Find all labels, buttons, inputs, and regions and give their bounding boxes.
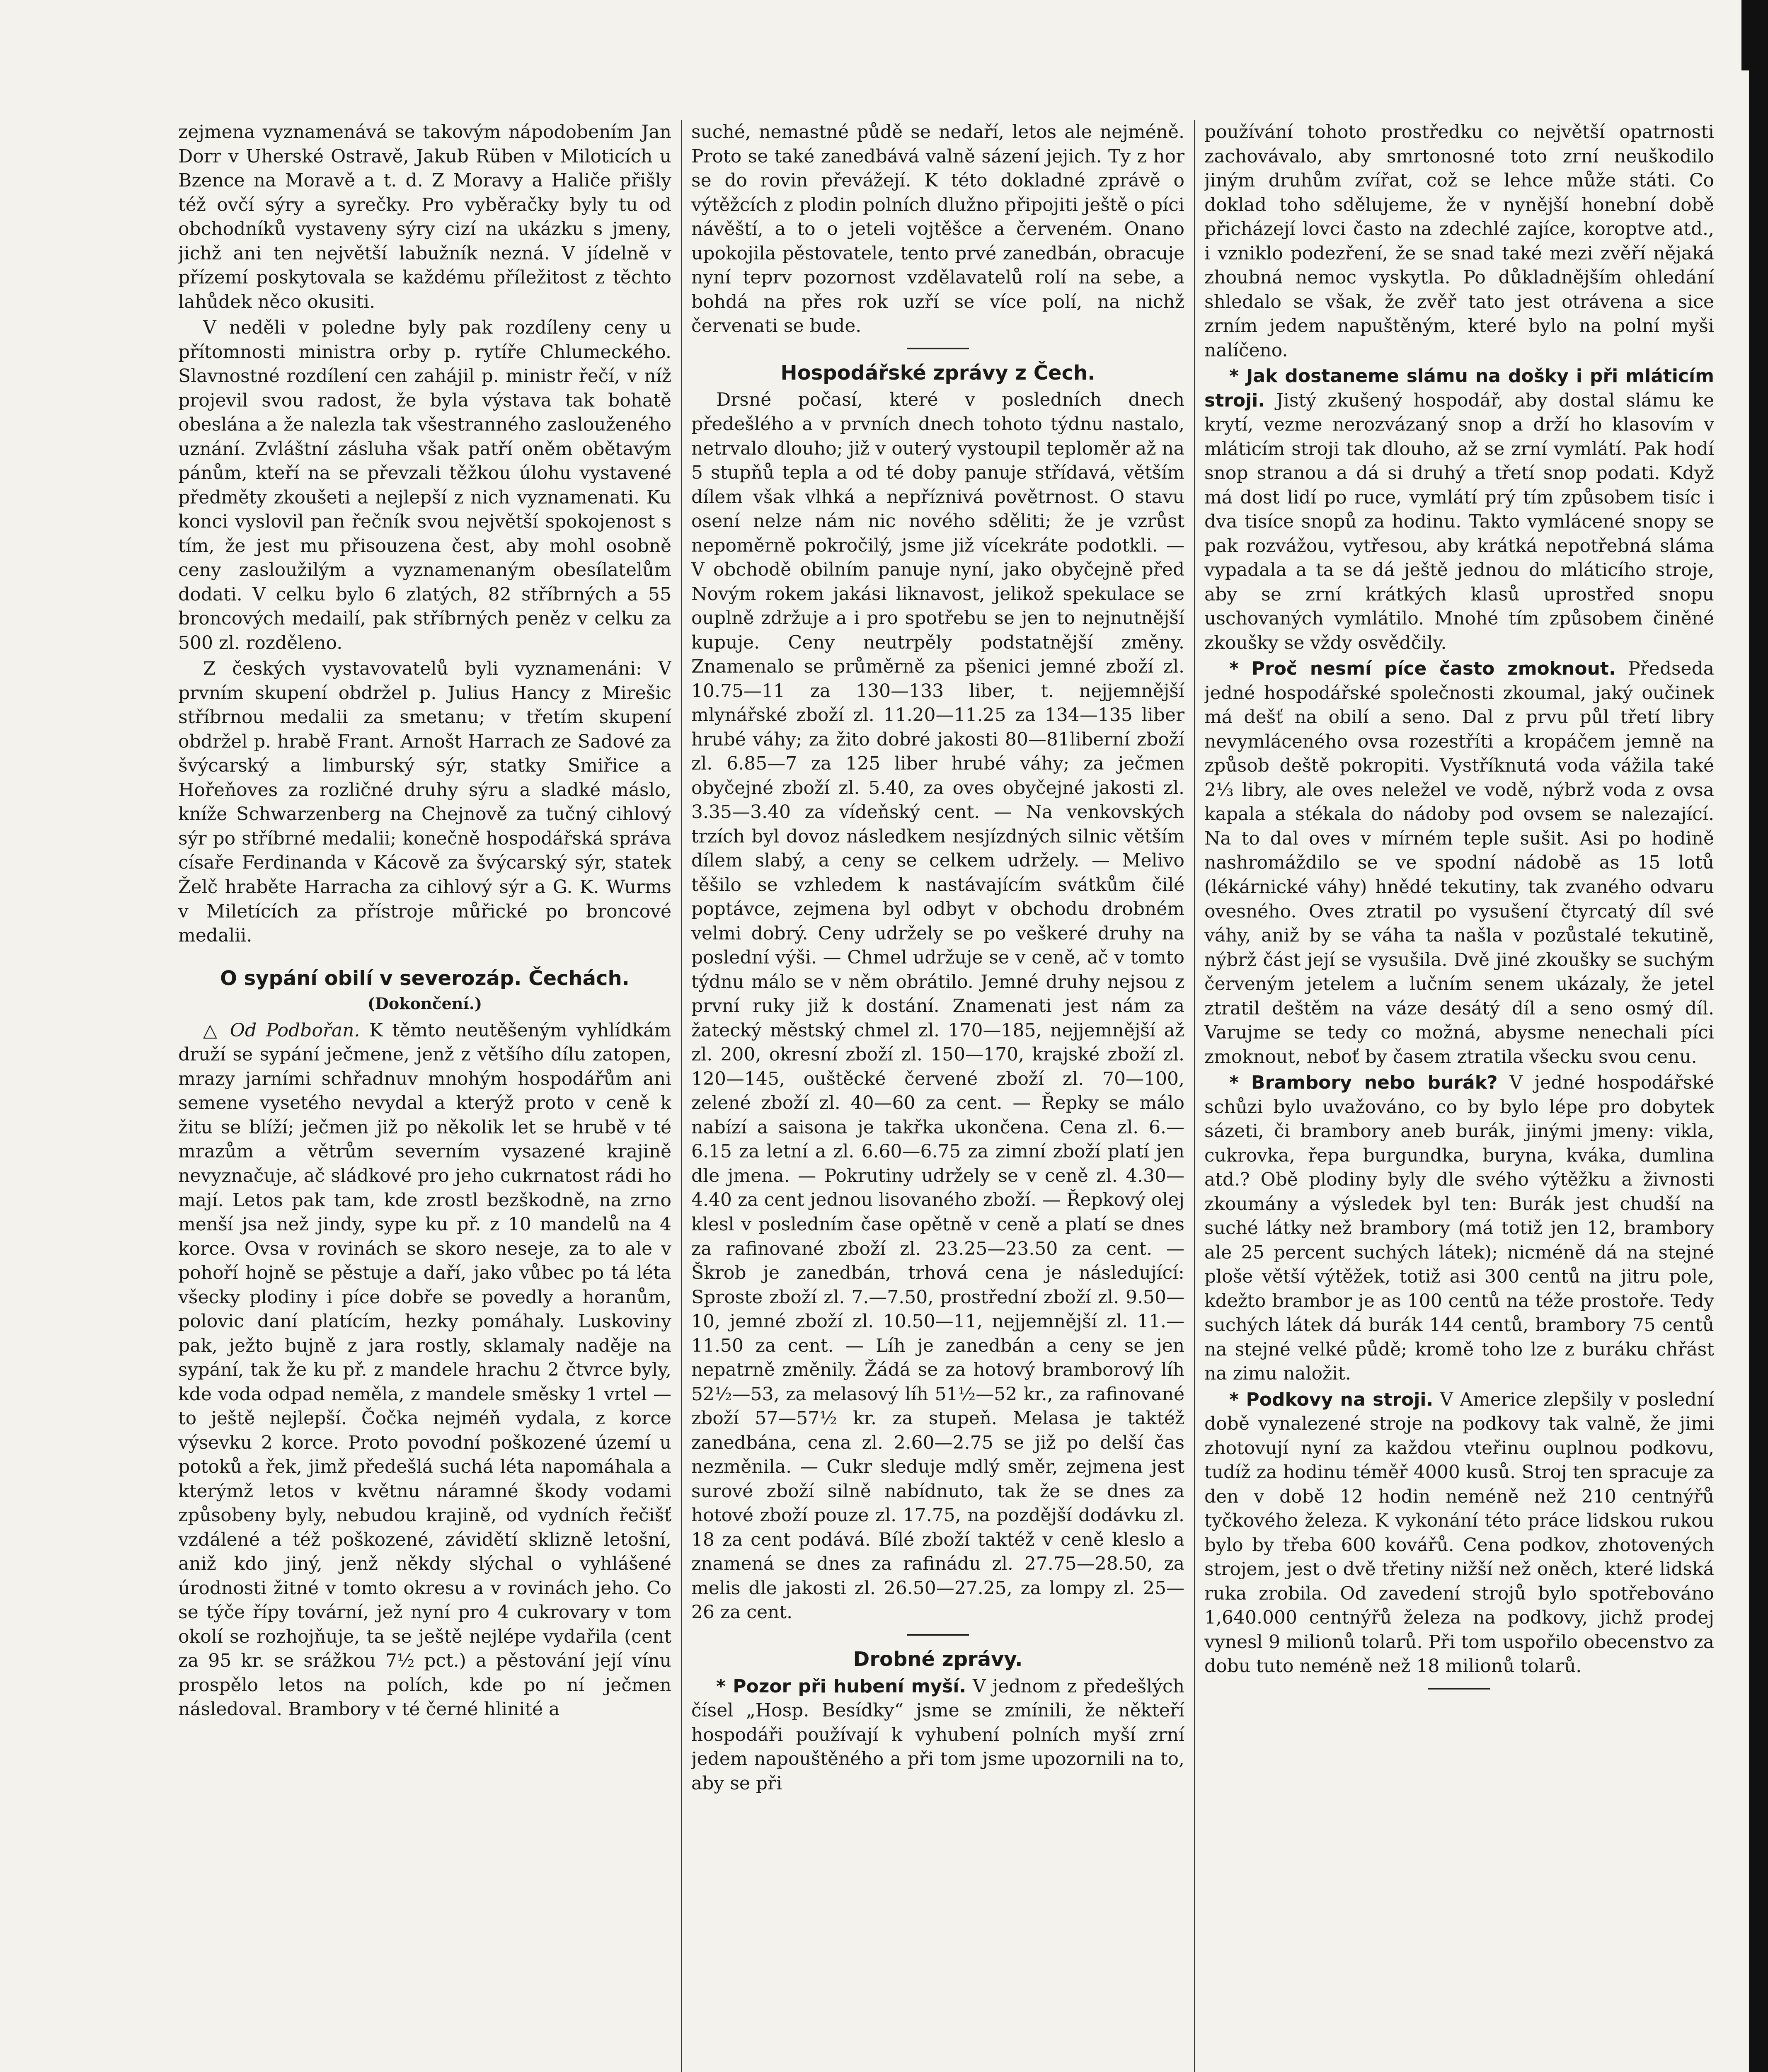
paragraph: používání tohoto prostředku co největší opatrnosti zachovávalo, aby smrtonosné toto zrní neuškodilo jiným druhům zvířat, což se lehce může státi. Co doklad toho sdělujeme, že v nynější honební době přicházejí lovci často na zdechlé zajíce, koroptve atd., i vzniklo podezření, že se snad také mezi zvěří nějaká zhoubná nemoc vyskytla. Po důkladnějším ohledání shledalo se však, že zvěř tato jest otrávena a sice zrním jedem napuštěným, které bylo na polní myši nalíčeno. bbox=[1204, 121, 1714, 361]
paragraph: Z českých vystavovatelů byli vyznamenáni: V prvním skupení obdržel p. Julius Hancy z Mirešic stříbrnou medalii za smetanu; v třetím skupení obdržel p. hrabě Frant. Arnošt Harrach ze Sadové za švýcarský a limburský sýr, statky Smiřice a Hořeňoves za rozličné druhy sýru a sladké máslo, kníže Schwarzenberg na Chejnově za tučný cihlový sýr po stříbrné medalii; konečně hospodářská správa císaře Ferdinanda v Kácově za švýcarský sýr, statek Želč hraběte Harracha za cihlový sýr a G. K. Wurms v Miletících za přístroje můřické po broncové medalii. bbox=[178, 658, 671, 946]
page-edge-border bbox=[1749, 0, 1768, 2072]
separator bbox=[1428, 1688, 1490, 1690]
section-title: Drobné zprávy. bbox=[853, 1647, 1023, 1671]
column-rule bbox=[1194, 120, 1195, 2072]
paragraph-text: V Americe zlepšily v poslední době vynalezené stroje na podkovy tak valně, že jimi zhotovují nyní za každou vteřinu ouplnou podkovu, tudíž za hodinu téměř 4000 kusů. Stroj ten spracuje za den v době 12 hodin neméně než 210 centnýřů tyčkového železa. K vykonání této práce lidskou rukou bylo by třeba 600 kovářů. Cena podkov, zhotovených strojem, jest o dvě třetiny nižší než oněch, které lidská ruka zrobila. Od zavedení strojů bylo spotřebováno 1,640.000 centnýřů železa na podkovy, jichž prodej vynesl 9 milionů tolarů. Při tom uspořilo obecenstvo za dobu tuto neméně než 18 milionů tolarů. bbox=[1204, 1389, 1714, 1677]
paragraph: V neděli v poledne byly pak rozdíleny ceny u přítomnosti ministra orby p. rytíře Chlumeckého. Slavnostné rozdílení cen zahájil p. ministr řečí, v níž projevil svou radost, že byla výstava tak bohatě obeslána a že nalezla tak všestranného zaslouženého uznání. Zvláštní zásluha však patří oněm obětavým pánům, kteří na se převzali těžkou úlohu vystavené předměty zkoušeti a nejlepší z nich vyznamenati. Ku konci vyslovil pan řečník svou největší spokojenost s tím, že jest mu přisouzena čest, aby mohl osobně ceny zasloužilým a vyznamenaným obesílatelům dodati. V celku bylo 6 zlatých, 82 stříbrných a 55 broncových medailí, pak stříbrných peněz v celku za 500 zl. rozděleno. bbox=[178, 317, 671, 654]
dateline: △ Od Podbořan. bbox=[203, 1019, 360, 1041]
column-2 bbox=[691, 120, 1184, 2072]
paragraph bbox=[178, 1019, 671, 1722]
item-heading: * Brambory nebo burák? bbox=[1229, 1072, 1498, 1094]
section-title: Hospodářské zprávy z Čech. bbox=[780, 361, 1095, 385]
paragraph bbox=[1204, 1071, 1714, 1386]
paragraph-text: K těmto neutěšeným vyhlídkám druží se sypání ječmene, jenž z většího dílu zatopen, mrazy jarními schřadnuv mnohým hospodářům ani semene vysetého nevydal a kterýž proto v ceně k žitu se blíží; ječmen již po několik let se hrubě v té mrazům a větrům severním vysazené krajině nevyznačuje, ač sládkové pro jeho cukrnatost rádi ho mají. Letos pak tam, kde zrostl bezškodně, na zrno menší jsa než jindy, sype ku př. z 10 mandelů na 4 korce. Ovsa v rovinách se skoro neseje, za to ale v pohoří hojně se pěstuje a daří, jako vůbec po tá léta všecky plodiny i píce dobře se povedly a horanům, polovic daní platícím, hezky pomáhaly. Luskoviny pak, ježto bujně z jara rostly, sklamaly naděje na sypání, tak že ku př. z mandele hrachu 2 čtvrce byly, kde voda odpad neměla, z mandele směsky 1 vrtel — to ještě nejlepší. Čočka nejméň vydala, z korce výsevku 2 korce. Proto povodní poškozené území u potoků a řek, jimž předešlá suchá léta napomáhala a kterýmž letos v květnu náramné škody vodami způsobeny byly, nebudou krajině, od vydních řečišť vzdálené a též poškozené, závidětí sklizně letošní, aniž kdo jiný, jenž někdy slýchal o vyhlášené úrodnosti žitné v tomto okresu a v rovinách jeho. Co se týče řípy tovární, jež nyní pro 4 cukrovary v tom okolí se rozhojňuje, ta se ještě nejlépe vydařila (cent za 95 kr. se srážkou 7½ pct.) a pěstování její vínu prospělo letos na polích, kde po ní ječmen následoval. Brambory v té černé hlinité a bbox=[178, 1019, 671, 1720]
paragraph: Drsné počasí, které v posledních dnech předešlého a v prvních dnech tohoto týdnu nastalo, netrvalo dlouho; již v outerý vystoupil teploměr až na 5 stupňů tepla a od té doby panuje střídavá, větším dílem však vlhká a nepříznivá povětrnost. O stavu osení nelze nám nic nového sděliti; že je vzrůst nepoměrně pokročilý, jsme již vícekráte podotkli. — V obchodě obilním panuje nyní, jako obyčejně před Novým rokem jakási liknavost, jelikož spekulace se ouplně zdržuje a i pro spotřebu se jen to nejnutnější kupuje. Ceny neutrpěly podstatnější změny. Znamenalo se průměrně za pšenici jemné zboží zl. 10.75—11 za 130—133 liber, t. nejjemnější mlynářské zboží zl. 11.20—11.25 za 134—135 liber hrubé váhy; za žito dobré jakosti 80—81liberní zboží zl. 6.85—7 za 125 liber hrubé váhy; za ječmen obyčejné zboží zl. 5.40, za oves obyčejné jakosti zl. 3.35—3.40 za vídeňský cent. — Na venkovských trzích byl dovoz následkem nesjízdných silnic větším dílem slabý, a ceny se celkem udržely. — Melivo těšilo se vzhledem k nastávajícím svátkům čilé poptávce, zejmena byl odbyt v obchodu drobném velmi dobrý. Ceny udržely se po veškeré druhy na poslední výši. — Chmel udržuje se v ceně, ač v tomto týdnu málo se v něm obrátilo. Jemné druhy nejsou z první ruky již k dostání. Znamenati jest nám za žatecký městský chmel zl. 170—185, nejjemnější až zl. 200, okresní zboží zl. 150—170, krajské zboží zl. 120—145, ouštěcké červené zboží zl. 70—100, zelené zboží zl. 40—60 za cent. — Řepky se málo nabízí a saisona je takřka ukončena. Cena zl. 6.—6.15 za letní a zl. 6.60—6.75 za zimní zboží platí jen dle jmena. — Pokrutiny udržely se v ceně zl. 4.30—4.40 za cent jednou lisovaného zboží. — Řepkový olej klesl v posledním čase opětně v ceně a platí se dnes za rafinované zboží zl. 23.25—23.50 za cent. — Škrob je zanedbán, trhová cena je následující: Sproste zboží zl. 7.—7.50, prostřední zboží zl. 9.50—10, jemné zboží zl. 10.50—11, nejjemnější zl. 11.—11.50 za cent. — Líh je zanedbán a ceny se jen nepatrně změnily. Žádá se za hotový bramborový líh 52½—53, za melasový líh 51½—52 kr., za rafinované zboží 57—57½ kr. za stupeň. Melasa je taktéž zanedbána, cena zl. 2.60—2.75 se již po delší čas nezměnila. — Cukr sleduje mdlý směr, zejmena jest surové zboží silně nabídnuto, tak že se dnes za hotové zboží pouze zl. 17.75, na pozdější dodávku zl. 18 za cent podává. Bílé zboží taktéž v ceně kleslo a znamená se dnes za rafinádu zl. 27.75—28.50, za melis dle jakosti zl. 26.50—27.25, za lompy zl. 25—26 za cent. bbox=[691, 389, 1184, 1623]
separator bbox=[907, 1634, 969, 1636]
column-rule bbox=[681, 120, 682, 2072]
column-1 bbox=[178, 120, 671, 2072]
item-heading: * Proč nesmí píce často zmoknout. bbox=[1229, 658, 1616, 680]
paragraph bbox=[1204, 364, 1714, 655]
column-3 bbox=[1204, 120, 1714, 2072]
newspaper-page bbox=[178, 120, 1714, 2072]
item-heading: * Podkovy na stroji. bbox=[1229, 1389, 1434, 1410]
item-heading: * Jak dostaneme slámu na došky i při mláticím stroji. bbox=[1204, 366, 1714, 411]
section-title: O sypání obilí v severozáp. Čechách. bbox=[220, 966, 630, 990]
paragraph bbox=[1204, 657, 1714, 1069]
item-heading: * Pozor při hubení myší. bbox=[716, 1675, 966, 1697]
paragraph bbox=[691, 1675, 1184, 1796]
paragraph: zejmena vyznamenává se takovým nápodobením Jan Dorr v Uherské Ostravě, Jakub Rüben v Miloticích u Bzence na Moravě a t. d. Z Moravy a Haliče přišly též ovčí sýry a syrečky. Pro vyběračky byly tu od obchodníků vystaveny sýry cizí na ukázku s jmeny, jichž ani ten největší labužník nezná. V jídelně v přízemí poskytovala se každému příležitost z těchto lahůdek něco okusiti. bbox=[178, 121, 671, 312]
paragraph-text: Jistý zkušený hospodář, aby dostal slámu ke krytí, vezme nerozvázaný snop a drží ho klasovím v mláticím stroji tak dlouho, až se zrní vymlátí. Pak hodí snop stranou a dá si druhý a třetí snop podati. Když má dost lidí po ruce, vymlátí prý tím způsobem tisíc i dva tisíce snopů za hodinu. Takto vymlácené snopy se pak rozvážou, vytřesou, aby krátká nepotřebná sláma vypadala a ta se dá ještě jednou do mláticího stroje, aby se zrní krátkých klasů uprostřed snopu uschovaných vymlátilo. Mnohé tím způsobem činěné zkoušky se vždy osvědčily. bbox=[1204, 390, 1714, 654]
paragraph-text: Předseda jedné hospodářské společnosti zkoumal, jaký oučinek má dešť na obilí a seno. Dal z prvu půl třetí libry nevymláceného ovsa rozestříti a kropáčem jemně na způsob deště pokropiti. Vystříknutá voda vážila také 2⅓ libry, ale oves neležel ve vodě, nýbrž voda z ovsa kapala a stékala do nádoby pod ovsem se nalezající. Na to dal oves v mírném teple sušit. Asi po hodině nashromáždilo se ve spodní nádobě as 15 lotů (lékárnické váhy) hnědé tekutiny, tak zvaného odvaru ovesného. Oves ztratil po vysušení čtyrcatý díl své váhy, aniž by se váha ta našla v pozůstalé tekutině, nýbrž část její se vysušila. Dvě jiné zkoušky se suchým červeným jetelem a lučním senem ukázaly, že jetel ztratil deštěm na váze desátý díl a seno osmý díl. Varujme se tedy co možná, abysme nenechali píci zmoknout, neboť by časem ztratila všecku svou cenu. bbox=[1204, 658, 1714, 1067]
section-subtitle: (Dokončení.) bbox=[367, 994, 482, 1013]
separator bbox=[907, 348, 969, 349]
page-edge-mark bbox=[1741, 0, 1749, 70]
paragraph bbox=[1204, 1388, 1714, 1679]
paragraph-text: V jedné hospodářské schůzi bylo uvažováno, co by bylo lépe pro dobytek sázeti, či brambory aneb burák, jinými jmeny: vikla, cukrovka, řepa burgundka, buryna, kváka, dumlina atd.? Obě plodiny byly dle svého výtěžku a živnosti zkoumány a výsledek byl ten: Burák jest chudší na suché látky než brambory (má totiž jen 12, brambory ale 25 percent suchých látek); nicméně dá na stejné ploše větší výtěžek, totiž asi 300 centů na jitru pole, kdežto brambor je as 100 centů na téže prostoře. Tedy suchých látek dá burák 144 centů, brambory 75 centů na stejné velké půdě; kromě toho lze z buráku chřást na zimu naložit. bbox=[1204, 1072, 1714, 1385]
paragraph: suché, nemastné půdě se nedaří, letos ale nejméně. Proto se také zanedbává valně sázení jejich. Ty z hor se do rovin převážejí. K této dokladné zprávě o výtěžcích z plodin polních dlužno připojiti ještě o píci návěští, a to o jeteli vojtěšce a červeném. Onano upokojila pěstovatele, tento prvé zanedbán, obracuje nyní teprv pozornost vzdělavatelů rolí na sebe, a bohdá na přes rok uzří se více polí, na nichž červenati se bude. bbox=[691, 121, 1184, 337]
paragraph-text: V jednom z předešlých čísel „Hosp. Besídky“ jsme se zmínili, že někteří hospodáři používají k vyhubení polních myší zrní jedem napouštěného a při tom jsme upozornili na to, aby se při bbox=[691, 1675, 1184, 1794]
